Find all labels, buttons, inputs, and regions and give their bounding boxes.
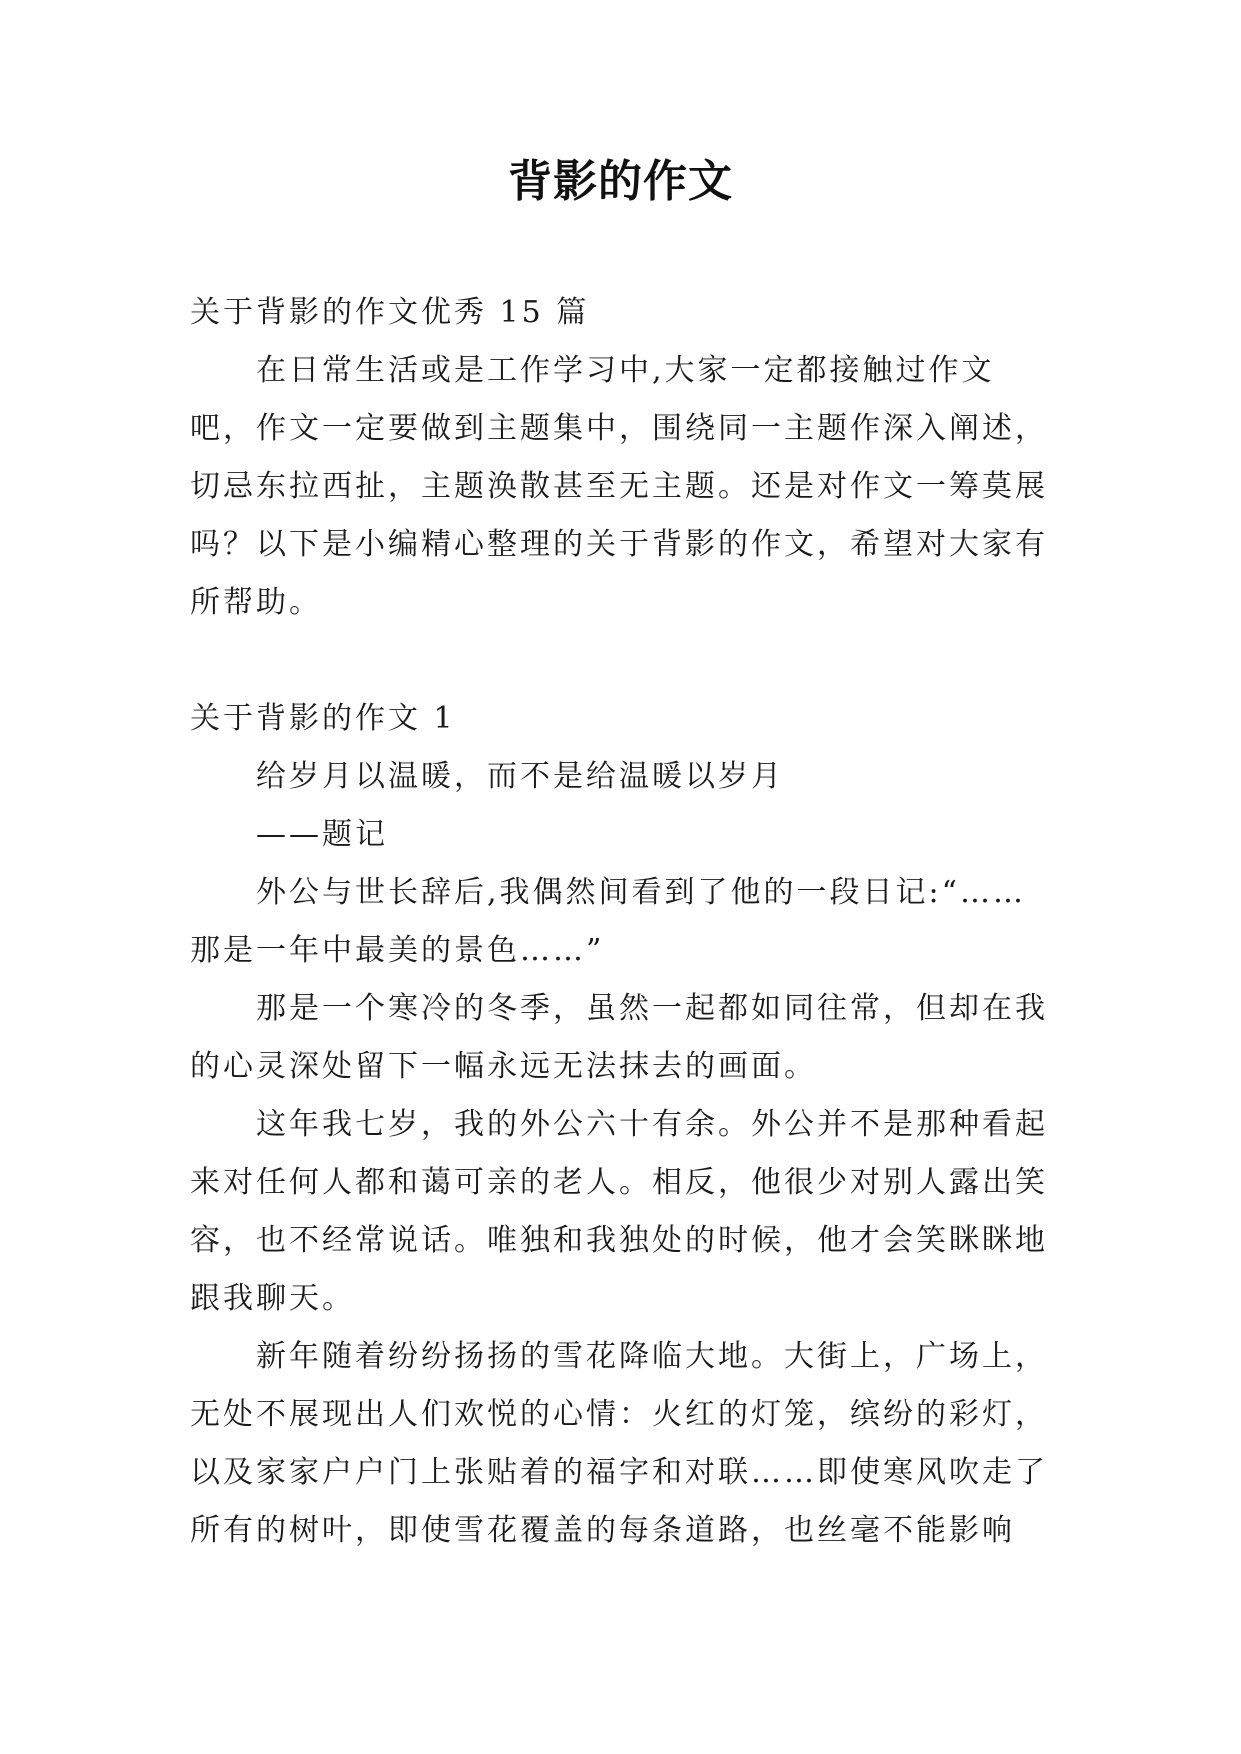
body-paragraph: 外公与世长辞后,我偶然间看到了他的一段日记:“……那是一年中最美的景色……” — [190, 875, 1026, 968]
body-paragraph: 这年我七岁，我的外公六十有余。外公并不是那种看起来对任何人都和蔼可亲的老人。相反，他很少对别人露出笑容，也不经常说话。唯独和我独处的时候，他才会笑眯眯地跟我聊天。 — [190, 1107, 1048, 1316]
intro-paragraph: 在日常生活或是工作学习中,大家一定都接触过作文吧，作文一定要做到主题集中，围绕同一主题作深入阐述，切忌东拉西扯，主题涣散甚至无主题。还是对作文一筹莫展吗？以下是小编精心整理的关于背影的作文，希望对大家有所帮助。 — [190, 353, 1048, 620]
document-subtitle: 关于背影的作文优秀 15 篇 — [190, 295, 590, 330]
epigraph-line: 给岁月以温暖，而不是给温暖以岁月 — [256, 759, 784, 794]
document-title: 背影的作文 — [508, 156, 733, 207]
epigraph-attribution: ——题记 — [256, 817, 388, 852]
body-paragraph: 新年随着纷纷扬扬的雪花降临大地。大街上，广场上，无处不展现出人们欢悦的心情：火红的灯笼，缤纷的彩灯，以及家家户户门上张贴着的福字和对联……即使寒风吹走了所有的树叶，即使雪花覆盖的每条道路，也丝毫不能影响 — [190, 1339, 1048, 1548]
document-body — [190, 284, 1050, 1560]
body-paragraph: 那是一个寒冷的冬季，虽然一起都如同往常，但却在我的心灵深处留下一幅永远无法抹去的画面。 — [190, 991, 1048, 1084]
section-spacer — [190, 632, 1050, 690]
section-heading: 关于背影的作文 1 — [190, 701, 456, 736]
